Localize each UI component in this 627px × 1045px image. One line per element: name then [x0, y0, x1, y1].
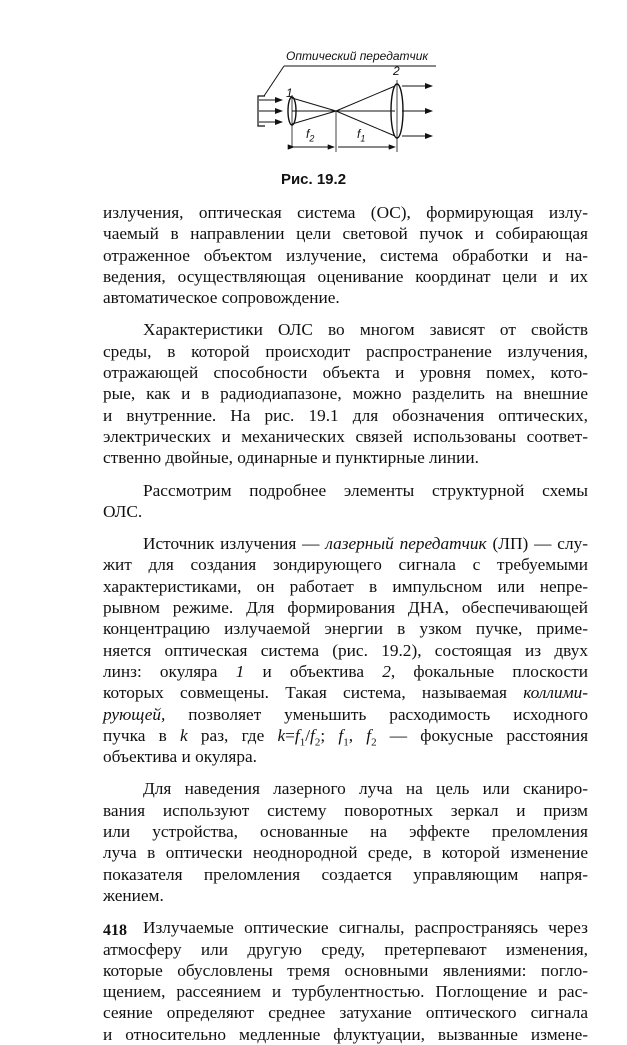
- body-text: [103, 202, 588, 1045]
- text-line: чаемый в направлении цели световой пучок и собирающая: [103, 224, 588, 244]
- text-line: и относительно медленные флуктуации, вызванные измене-: [103, 1024, 588, 1044]
- figure-title: Оптический передатчик: [286, 49, 429, 63]
- focal-f1-label: $f_1$: [357, 127, 366, 144]
- text-line: щением, рассеянием и турбулентностью. Поглощение и рас-: [103, 982, 588, 1002]
- text-line: ОЛС.: [103, 501, 143, 521]
- text-line: рующей, позволяет уменьшить расходимость исходного: [103, 704, 588, 724]
- text-line: объектива и окуляра.: [103, 747, 257, 767]
- figure-caption: Рис. 19.2: [280, 171, 347, 188]
- text-line: Рассмотрим подробнее элементы структурной схемы: [143, 480, 588, 500]
- text-line: луча в оптически неоднородной среде, в которой изменение: [103, 843, 588, 863]
- text-line: отраженное объектом излучение, система обработки и на-: [103, 245, 588, 265]
- text-line: Характеристики ОЛС во многом зависят от свойств: [143, 320, 588, 340]
- text-line: рывном режиме. Для формирования ДНА, обеспечивающей: [103, 598, 588, 618]
- text-line: показателя преломления создается управляющим напря-: [103, 864, 588, 884]
- text-line: которых совмещены. Такая система, называемая коллими-: [103, 683, 588, 703]
- page-number: 418: [103, 922, 127, 939]
- optical-transmitter-diagram: [250, 44, 450, 164]
- text-line: или устройства, основанные на эффекте преломления: [103, 822, 588, 842]
- text-line: сеяние определяют среднее затухание оптического сигнала: [103, 1003, 588, 1023]
- text-line: которые обусловлены тремя основными явлениями: погло-: [103, 960, 588, 980]
- text-line: пучка в k раз, где $k=f_1/f_2$; $f_1$, $f_2$ — фокусные расстояния: [103, 725, 589, 749]
- text-line: концентрацию излучаемой энергии в узком пучке, приме-: [103, 619, 588, 639]
- text-line: автоматическое сопровождение.: [103, 288, 340, 308]
- text-line: линз: окуляра 1 и объектива 2, фокальные плоскости: [103, 661, 588, 681]
- text-line: и внутренние. На рис. 19.1 для обозначения оптических,: [103, 405, 588, 425]
- text-line: Для наведения лазерного луча на цель или сканиро-: [143, 779, 588, 799]
- text-line: жит для создания зондирующего сигнала с требуемыми: [103, 555, 588, 575]
- lens-1-label: 1: [286, 86, 293, 100]
- text-line: рые, как и в радиодиапазоне, можно разделить на внешние: [103, 384, 588, 404]
- focal-f2-label: $f_2$: [306, 127, 315, 144]
- text-line: няется оптическая система (рис. 19.2), состоящая из двух: [103, 640, 588, 660]
- leader-line: [264, 66, 284, 96]
- text-line: Источник излучения — лазерный передатчик (ЛП) — слу-: [143, 534, 588, 554]
- text-line: Излучаемые оптические сигналы, распространяясь через: [143, 918, 588, 938]
- lens-2-label: 2: [393, 64, 400, 78]
- text-line: характеристиками, он работает в импульсном или непре-: [103, 576, 588, 596]
- text-line: ведения, осуществляющая оценивание координат цели и их: [103, 266, 588, 286]
- text-line: жением.: [103, 885, 164, 905]
- text-line: отражающей способности объекта и уровня помех, кото-: [103, 363, 588, 383]
- text-line: вания используют систему поворотных зеркал и призм: [103, 800, 588, 820]
- text-line: излучения, оптическая система (ОС), формирующая излу-: [103, 203, 588, 222]
- text-line: среды, в которой происходит распространение излучения,: [103, 341, 588, 361]
- text-line: атмосферу или другую среду, претерпевают изменения,: [103, 939, 588, 959]
- text-line: электрических и механических связей использованы соответ-: [103, 426, 588, 446]
- text-line: ственно двойные, одинарные и пунктирные линии.: [103, 448, 479, 468]
